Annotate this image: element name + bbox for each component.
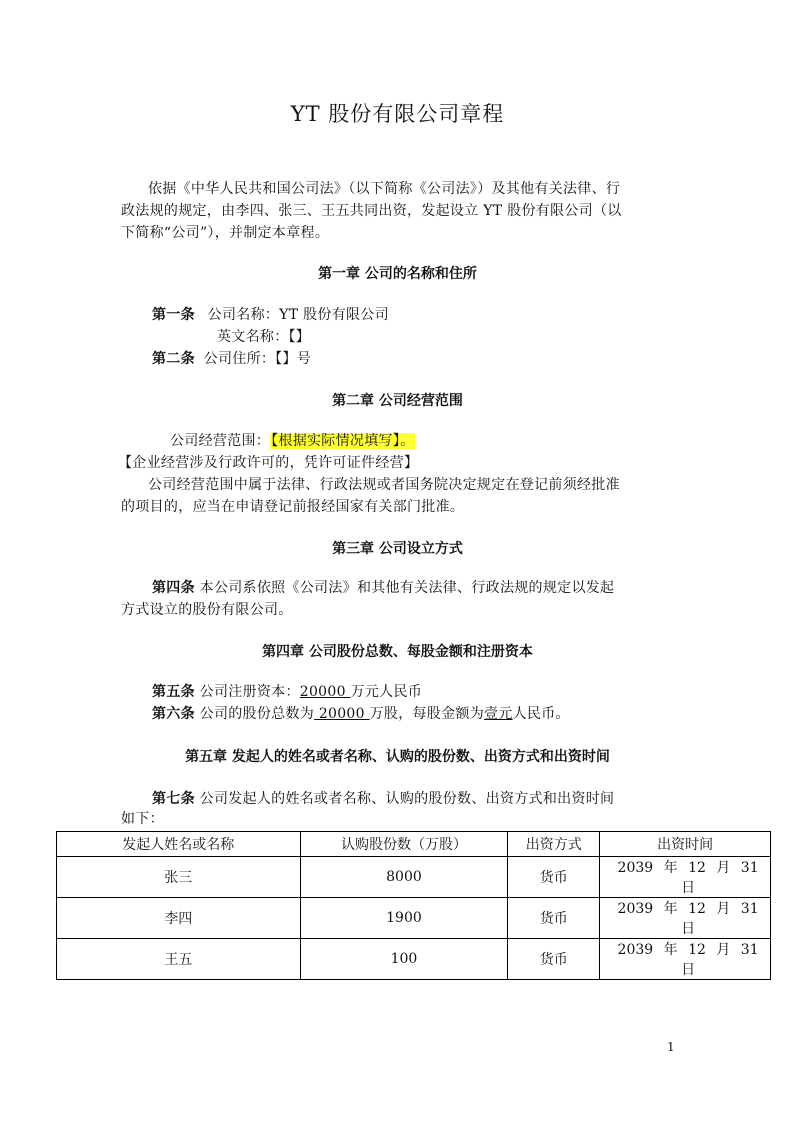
table-row — [57, 898, 771, 939]
article-7-line-2: 如下： — [121, 811, 164, 827]
chapter-5-title: 第五章 发起人的姓名或者名称、认购的股份数、出资方式和出资时间 — [185, 749, 610, 765]
shareholder-name: 李四 — [57, 898, 301, 939]
shareholder-name: 王五 — [57, 939, 301, 980]
article-6-label: 第六条 — [152, 706, 195, 722]
article-6-post: 人民币。 — [512, 706, 570, 722]
chapter-3-title: 第三章 公司设立方式 — [332, 541, 463, 557]
article-6-text: 公司的股份总数为 — [194, 706, 315, 722]
preamble-line-2: 政法规的规定，由李四、张三、王五共同出资，发起设立 YT 股份有限公司（以 — [121, 203, 622, 219]
chapter-1-title: 第一章 公司的名称和住所 — [318, 266, 477, 282]
article-5-label: 第五条 — [152, 684, 195, 700]
chapter-2-title: 第二章 公司经营范围 — [332, 393, 463, 409]
page-number: 1 — [667, 1040, 675, 1054]
contribution-method: 货币 — [508, 939, 600, 980]
preamble-line-3: 下简称“公司”），并制定本章程。 — [121, 225, 330, 241]
table-header-cell: 出资时间 — [600, 832, 771, 857]
article-4-text-1: 本公司系依照《公司法》和其他有关法律、行政法规的规定以发起 — [194, 580, 615, 596]
article-7-line-1 — [152, 789, 614, 810]
contribution-date: 2039 年 12 月 31 日 — [600, 857, 771, 898]
article-4-line-2: 方式设立的股份有限公司。 — [121, 602, 293, 618]
contribution-date: 2039 年 12 月 31 日 — [600, 939, 771, 980]
table-header-row — [57, 832, 771, 857]
article-4-label: 第四条 — [152, 580, 195, 596]
preamble-line-1: 依据《中华人民共和国公司法》（以下简称《公司法》）及其他有关法律、行 — [148, 181, 621, 197]
license-note: 【企业经营涉及行政许可的，凭许可证件经营】 — [118, 455, 419, 471]
company-name: 公司名称：YT 股份有限公司 — [207, 307, 389, 323]
article-7-label: 第七条 — [152, 791, 195, 807]
company-address: 公司住所：【】号 — [203, 351, 312, 367]
table-row — [57, 857, 771, 898]
contribution-date: 2039 年 12 月 31 日 — [600, 898, 771, 939]
article-1 — [152, 305, 389, 326]
article-5-unit: 万元人民币 — [350, 684, 423, 700]
table-header-cell: 发起人姓名或名称 — [57, 832, 301, 857]
english-name: 英文名称：【】 — [217, 329, 311, 345]
contribution-method: 货币 — [508, 898, 600, 939]
business-scope-label: 公司经营范围： — [170, 433, 271, 449]
article-4-line-1 — [152, 578, 614, 599]
table-row — [57, 939, 771, 980]
article-5-text: 公司注册资本： — [194, 684, 300, 700]
article-1-label: 第一条 — [152, 307, 195, 323]
document-title: YT 股份有限公司章程 — [290, 102, 505, 126]
subscribed-shares: 100 — [300, 939, 508, 980]
article-7-text: 公司发起人的姓名或者名称、认购的股份数、出资方式和出资时间 — [194, 791, 615, 807]
article-6-mid: 万股，每股金额为 — [369, 706, 485, 722]
chapter-4-title: 第四章 公司股份总数、每股金额和注册资本 — [262, 644, 533, 660]
article-2-label: 第二条 — [152, 351, 195, 367]
registered-capital: 20000 — [299, 684, 351, 700]
subscribed-shares: 8000 — [300, 857, 508, 898]
table-header-cell: 出资方式 — [508, 832, 600, 857]
subscribed-shares: 1900 — [300, 898, 508, 939]
total-shares: 20000 — [314, 706, 370, 722]
scope-para-line-2: 的项目的，应当在申请登记前报经国家有关部门批准。 — [121, 499, 465, 515]
shareholder-table — [56, 831, 771, 980]
contribution-method: 货币 — [508, 857, 600, 898]
article-2 — [152, 349, 311, 370]
article-5 — [152, 682, 422, 703]
table-header-cell: 认购股份数（万股） — [300, 832, 508, 857]
shareholder-name: 张三 — [57, 857, 301, 898]
business-scope-value: 【根据实际情况填写】。 — [271, 433, 415, 449]
article-6 — [152, 704, 570, 725]
share-par-value: 壹元 — [484, 706, 513, 722]
business-scope — [170, 431, 415, 452]
scope-para-line-1: 公司经营范围中属于法律、行政法规或者国务院决定规定在登记前须经批准 — [148, 477, 620, 493]
